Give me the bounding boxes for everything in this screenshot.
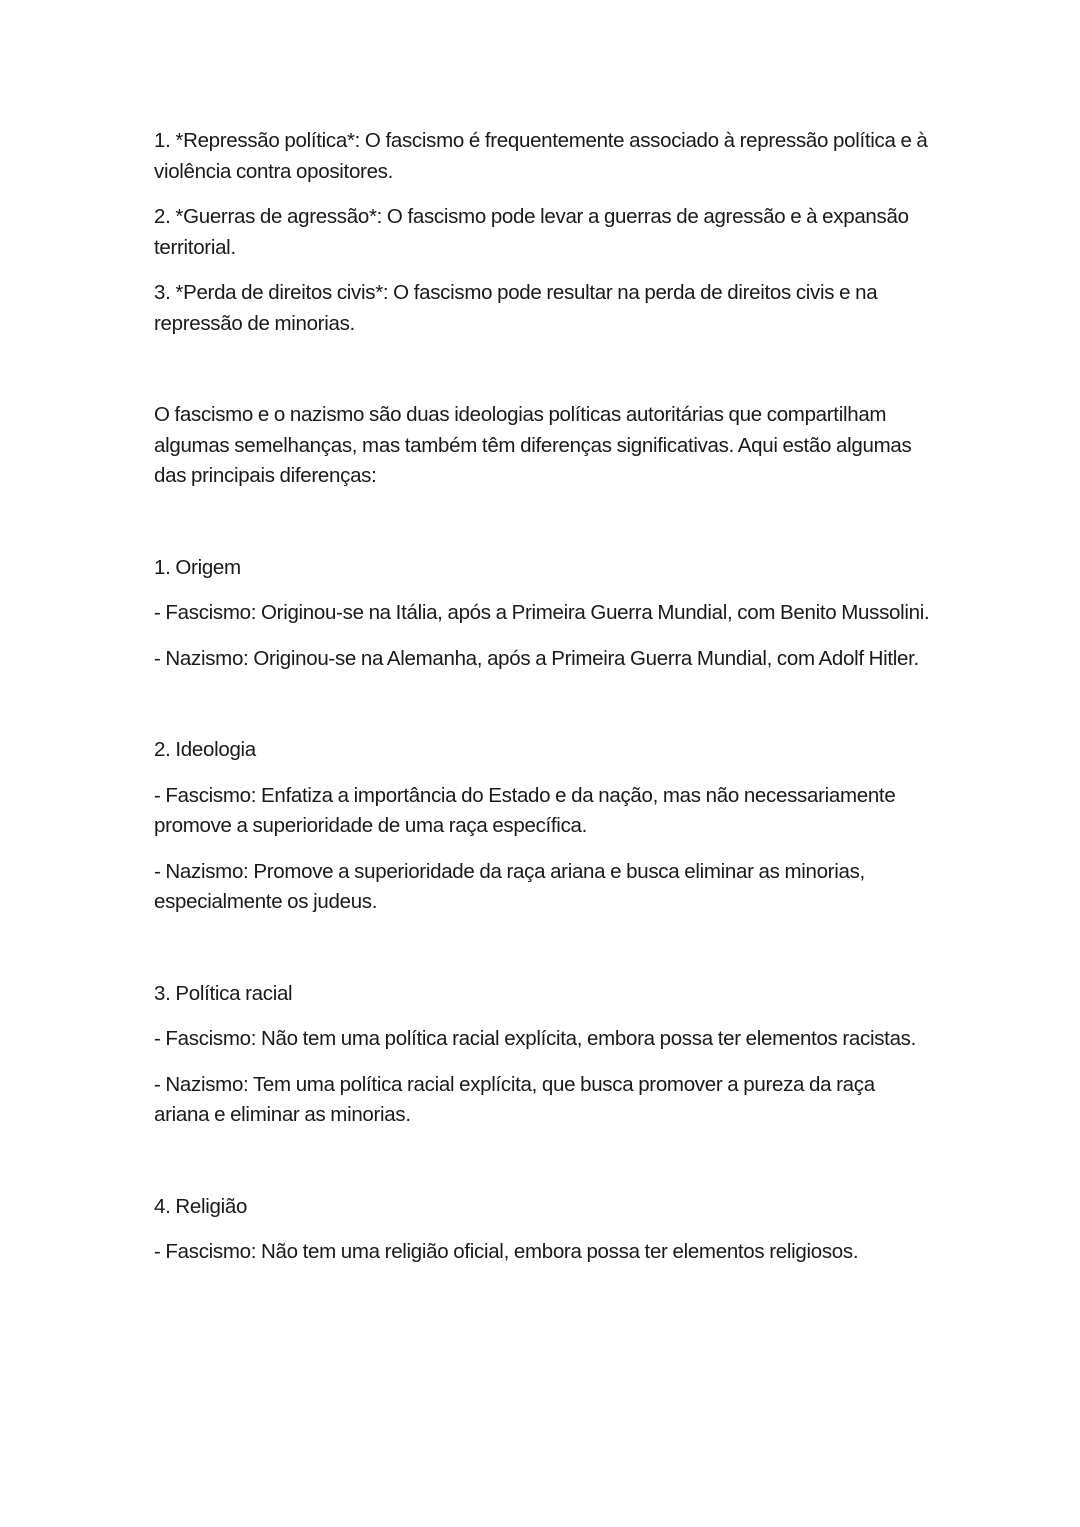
list-item-fascism: - Fascismo: Originou-se na Itália, após a Primeira Guerra Mundial, com Benito Mussolini. (154, 601, 930, 624)
section-racial-policy (154, 979, 934, 1131)
list-item-fascism: - Fascismo: Não tem uma religião oficial, embora possa ter elementos religiosos. (154, 1240, 859, 1263)
list-item-nazism: - Nazismo: Tem uma política racial explícita, que busca promover a pureza da raça ariana e eliminar as minorias. (154, 1072, 875, 1126)
consequence-item-wars-of-aggression: 2. *Guerras de agressão*: O fascismo pode levar a guerras de agressão e à expansão territorial. (154, 205, 909, 259)
consequence-item-political-repression: 1. *Repressão política*: O fascismo é frequentemente associado à repressão política e à violência contra opositores. (154, 129, 928, 183)
list-item-nazism: - Nazismo: Promove a superioridade da raça ariana e busca eliminar as minorias, especialmente os judeus. (154, 859, 865, 913)
section-heading: 1. Origem (154, 555, 241, 579)
section-heading: 4. Religião (154, 1194, 248, 1218)
section-religion (154, 1192, 934, 1268)
section-heading: 2. Ideologia (154, 738, 256, 761)
document-page (154, 126, 934, 1283)
section-heading: 3. Política racial (154, 981, 293, 1005)
list-item-nazism: - Nazismo: Originou-se na Alemanha, após a Primeira Guerra Mundial, com Adolf Hitler. (154, 646, 919, 670)
section-origin (154, 553, 934, 675)
list-item-fascism: - Fascismo: Não tem uma política racial explícita, embora possa ter elementos racistas. (154, 1027, 917, 1050)
consequence-item-loss-of-civil-rights: 3. *Perda de direitos civis*: O fascismo pode resultar na perda de direitos civis e na repressão de minorias. (154, 281, 878, 335)
list-item-fascism: - Fascismo: Enfatiza a importância do Estado e da nação, mas não necessariamente promove a superioridade de uma raça específica. (154, 783, 896, 837)
section-ideology (154, 735, 934, 918)
intro-paragraph: O fascismo e o nazismo são duas ideologias políticas autoritárias que compartilham algumas semelhanças, mas também têm diferenças significativas. Aqui estão algumas das principais diferenças: (154, 403, 912, 487)
consequences-list (154, 126, 934, 339)
